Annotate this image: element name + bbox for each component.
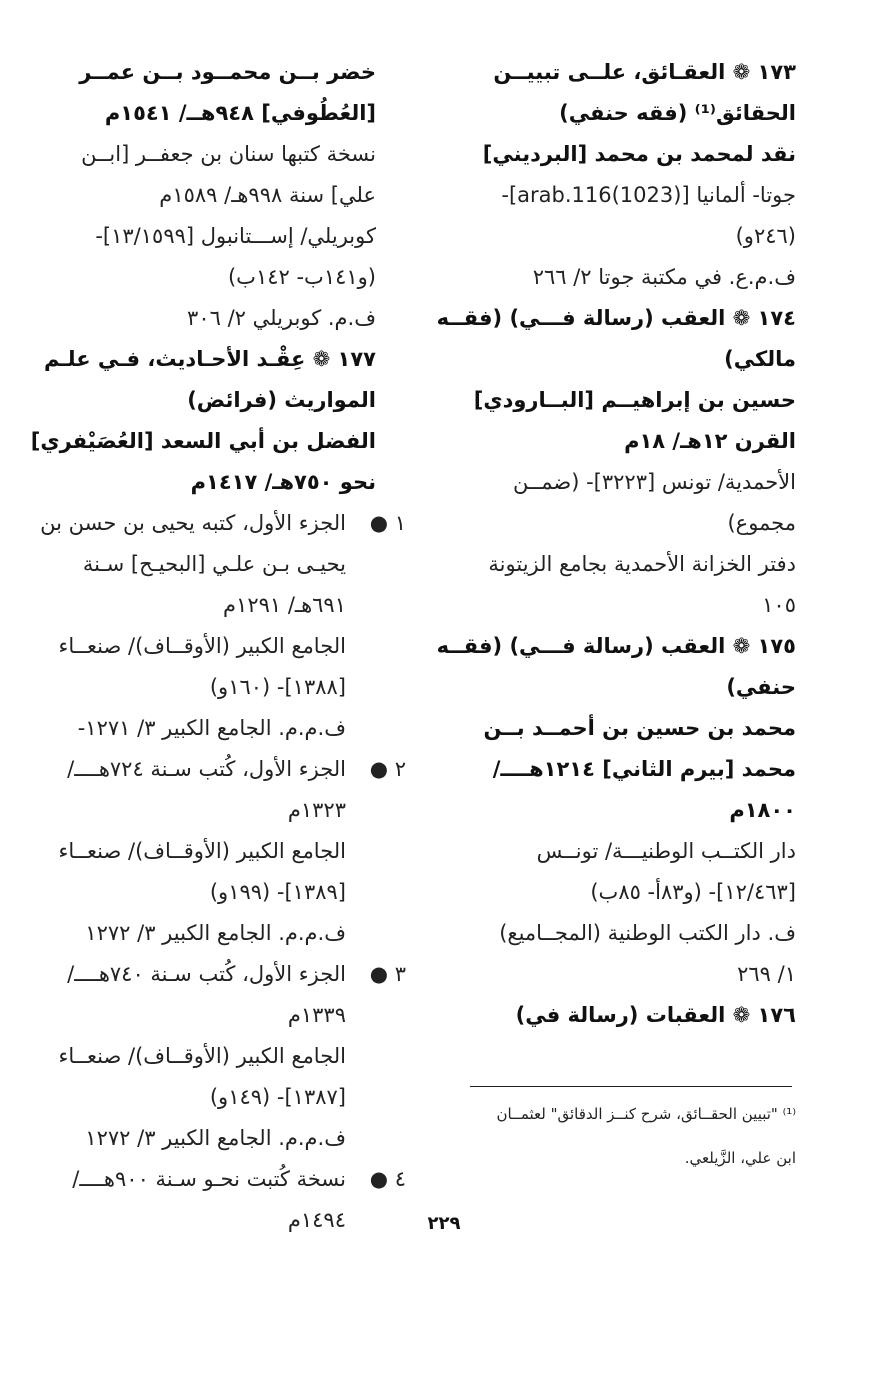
item-line: ١٣٣٩م (287, 1003, 346, 1027)
item-line: الجزء الأول، كُتب سـنة ٧٢٤هــــ/ (67, 757, 346, 781)
item-line: الجامع الكبير (الأوقــاف)/ صنعــاء (58, 1044, 346, 1068)
entry-173 (446, 52, 796, 298)
left-column (30, 52, 406, 1241)
catalog-page: ١٠٥ (762, 593, 796, 617)
item-line: ١٤٩٤م (287, 1208, 346, 1232)
entry-heading: ١٧٧ ❁ عِقْـد الأحـاديث، فـي علـم (43, 347, 376, 371)
catalog-page: ١/ ٢٦٩ (737, 962, 796, 986)
entry-author: حسين بن إبراهيــم [البــارودي] (473, 388, 796, 412)
entry-177 (30, 339, 376, 503)
item-line: [١٣٨٩]- (١٩٩و) (209, 880, 346, 904)
catalog-reference: ف.م. كوبريلي ٢/ ٣٠٦ (187, 306, 376, 330)
item-line: ف.م.م. الجامع الكبير ٣/ ١٢٧١- (77, 716, 346, 740)
item-line: [١٣٨٧]- (١٤٩و) (209, 1085, 346, 1109)
item-number: ٣ (394, 962, 406, 986)
list-item (58, 954, 406, 1159)
manuscript-location: دار الكتــب الوطنيـــة/ تونــس (536, 839, 796, 863)
page-number: ٢٢٩ (427, 1213, 461, 1234)
item-line: ف.م.م. الجامع الكبير ٣/ ١٢٧٢ (85, 921, 346, 945)
entry-author: محمد بن حسين بن أحمــد بــن (483, 716, 796, 740)
catalog-reference: ف. دار الكتب الوطنية (المجــاميع) (499, 921, 796, 945)
manuscript-location: الأحمدية/ تونس [٣٢٢٣]- (ضمــن (512, 470, 796, 494)
bullet-marker: ١ ● (369, 511, 406, 535)
entry-subject: مالكي) (724, 347, 796, 371)
item-line: الجامع الكبير (الأوقــاف)/ صنعــاء (58, 634, 346, 658)
entry-175 (436, 626, 796, 995)
entry-heading: ١٧٣ ❁ العقـائق، علــى تبييــن (493, 60, 796, 84)
item-line: الجامع الكبير (الأوقــاف)/ صنعــاء (58, 839, 346, 863)
catalog-reference: دفتر الخزانة الأحمدية بجامع الزيتونة (488, 552, 796, 576)
list-item (40, 503, 406, 749)
item-line: الجزء الأول، كُتب سـنة ٧٤٠هــــ/ (67, 962, 346, 986)
bullet-marker: ٤ ● (369, 1167, 406, 1191)
entry-174 (436, 298, 796, 626)
item-line: [١٣٨٨]- (١٦٠و) (209, 675, 346, 699)
entry-date: ١٨٠٠م (729, 798, 796, 822)
manuscript-folios: [١٢/٤٦٣]- (و٨٣أ- ٨٥ب) (590, 880, 796, 904)
footnote-line: ⁽¹⁾ "تبيين الحقــائق، شرح كنــز الدقائق" لعثمــان (496, 1105, 796, 1123)
entry-author: الفضل بن أبي السعد [العُصَيْفري] (30, 429, 376, 453)
footnote-divider (470, 1086, 792, 1087)
item-line: نسخة كُتبت نحـو سـنة ٩٠٠هــــ/ (72, 1167, 346, 1191)
item-number: ١ (394, 511, 406, 535)
entry-subject: الحقائق⁽¹⁾ (فقه حنفي) (559, 101, 796, 125)
item-line: يحيـى بـن علـي [البحيـح] سـنة (82, 552, 346, 576)
bullet-marker: ٢ ● (369, 757, 406, 781)
entry-author-cont: محمد [بيرم الثاني] ١٢١٤هــــ/ (492, 757, 796, 781)
item-line: ١٣٢٣م (287, 798, 346, 822)
manuscript-location: كوبريلي/ إســـتانبول [١٣/١٥٩٩]- (95, 224, 376, 248)
item-line: الجزء الأول، كتبه يحيى بن حسن بن (40, 511, 346, 535)
manuscript-location: جوتا- ألمانيا [arab.116(1023)]- (501, 183, 796, 207)
right-column (436, 52, 796, 1036)
entry-date: القرن ١٢هـ/ ١٨م (624, 429, 796, 453)
item-number: ٢ (394, 757, 406, 781)
entry-subject: حنفي) (726, 675, 796, 699)
bullet-marker: ٣ ● (369, 962, 406, 986)
item-line: ٦٩١هـ/ ١٢٩١م (223, 593, 346, 617)
item-line: ف.م.م. الجامع الكبير ٣/ ١٢٧٢ (85, 1126, 346, 1150)
manuscript-folios: (و١٤١ب- ١٤٢ب) (227, 265, 376, 289)
copy-date: علي] سنة ٩٩٨هـ/ ١٥٨٩م (159, 183, 376, 207)
list-item (58, 749, 406, 954)
entry-date: نحو ٧٥٠هـ/ ١٤١٧م (190, 470, 376, 494)
entry-176 (446, 995, 796, 1036)
item-number: ٤ (394, 1167, 406, 1191)
manuscript-note: مجموع) (727, 511, 796, 535)
footnote-line: ابن علي، الزَّيلعي. (684, 1149, 796, 1167)
entry-176-continued (76, 52, 376, 339)
entry-heading: ١٧٤ ❁ العقب (رسالة فـــي) (فقــه (436, 306, 796, 330)
copy-note: نسخة كتبها سنان بن جعفــر [ابــن (81, 142, 376, 166)
manuscript-folios: (٢٤٦و) (735, 224, 796, 248)
catalog-reference: ف.م.ع. في مكتبة جوتا ٢/ ٢٦٦ (532, 265, 796, 289)
entry-heading: ١٧٦ ❁ العقبات (رسالة في) (515, 1003, 796, 1027)
entry-author: نقد لمحمد بن محمد [البرديني] (482, 142, 796, 166)
entry-heading: ١٧٥ ❁ العقب (رسالة فـــي) (فقــه (436, 634, 796, 658)
entry-author: خضر بــن محمــود بــن عمــر (79, 60, 376, 84)
entry-subject: المواريث (فرائض) (187, 388, 376, 412)
entry-date: [العُطُوفي] ٩٤٨هــ/ ١٥٤١م (104, 101, 376, 125)
